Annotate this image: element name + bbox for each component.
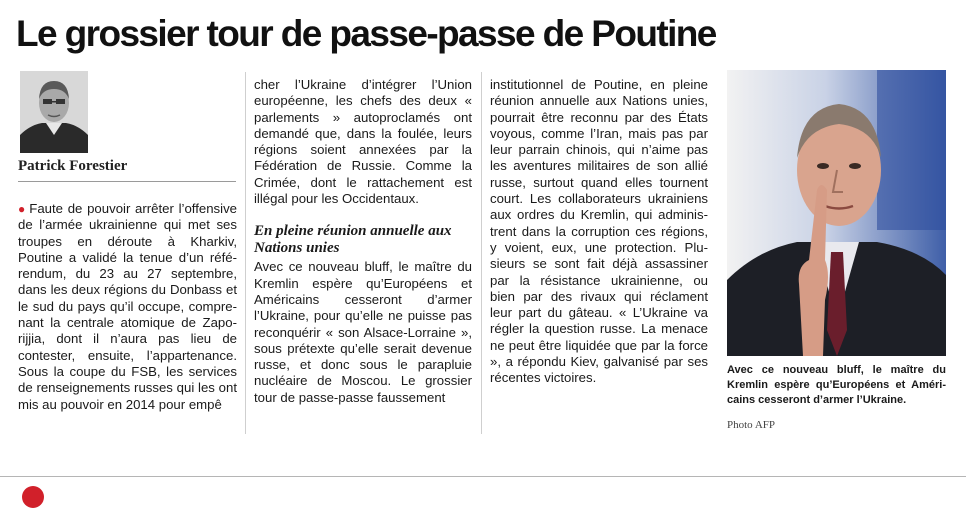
article-text-col2b: Avec ce nouveau bluff, le maître du Kremlin espère qu’Européens et Américains cesseront d’armer l’Ukraine, pour qu’elle ne puisse pas reconquérir « son Alsace-Lorraine », sous prétexte qu’elle serait devenue russe, et donc sous le parapluie nucléaire de Moscou. Le grossier tour de passe-passe faussement bbox=[254, 259, 472, 405]
section-marker-icon bbox=[22, 486, 44, 508]
photo-caption: Avec ce nouveau bluff, le maître du Kremlin espère qu’Européens et Américains cesseront d’armer l’Ukraine. bbox=[727, 364, 946, 406]
author-photo bbox=[20, 71, 88, 153]
article-text-col2: cher l’Ukraine d’intégrer l’Union européenne, les chefs des deux « parlements » autoproclamés ont demandé que, dans la foulée, leurs régions soient annexées par la Fédération de Russie. Comme la Crimée, dont le rattachement est illégal pour les Occidentaux. bbox=[254, 77, 472, 207]
photo-credit: Photo AFP bbox=[727, 419, 775, 431]
page-bottom-rule bbox=[0, 476, 966, 477]
putin-portrait-image bbox=[727, 70, 946, 356]
article-column-2 bbox=[254, 77, 472, 406]
headline: Le grossier tour de passe-passe de Poutine bbox=[16, 13, 716, 54]
article-subhead: En pleine réunion annuelle aux Nations unies bbox=[254, 223, 452, 257]
author-portrait-image bbox=[20, 71, 88, 153]
article-text-col1: Faute de pouvoir arrêter l’offensive de l’armée ukrainienne qui met ses troupes en déroute à Kharkiv, Poutine a validé la tenue d’un référendum, du 23 au 27 septembre, dans les deux régions du Donbass et le sud du pays qu’il occupe, comprenant la centrale atomique de Zaporijjia, dont il n’aura pas lieu de contester, ensuite, l’appartenance. Sous la coupe du FSB, les services de renseignements russes qui les ont mis au pouvoir en 2014 pour empê bbox=[18, 201, 238, 412]
article-column-1 bbox=[18, 201, 237, 413]
article-photo bbox=[727, 70, 946, 356]
bullet-icon: ● bbox=[18, 202, 27, 216]
column-divider bbox=[481, 72, 482, 434]
article-text-col3: institutionnel de Poutine, en pleine réunion annuelle aux Nations unies, pourrait être reconnu par des États voyous, comme l’Iran, mais pas par leur parrain chinois, qui n’aime pas les aventures militaires de son allié russe, surtout quand elles tournent court. Les collaborateurs ukrainiens aux ordres du Kremlin, qui administrent dans la corruption ces régions, y voient, eux, une protection. Plusieurs se sont fait déjà assassiner par la résistance ukrainienne, ou bien par des rivaux qui réclament leur part du gâteau. « L’Ukraine va régler la question russe. La menace ne peut être liquidée que par la force », a répondu Kiev, galvanisé par ses récentes victoires. bbox=[490, 77, 708, 386]
column-divider bbox=[245, 72, 246, 434]
article-column-3 bbox=[490, 77, 708, 387]
author-byline: Patrick Forestier bbox=[18, 158, 236, 182]
